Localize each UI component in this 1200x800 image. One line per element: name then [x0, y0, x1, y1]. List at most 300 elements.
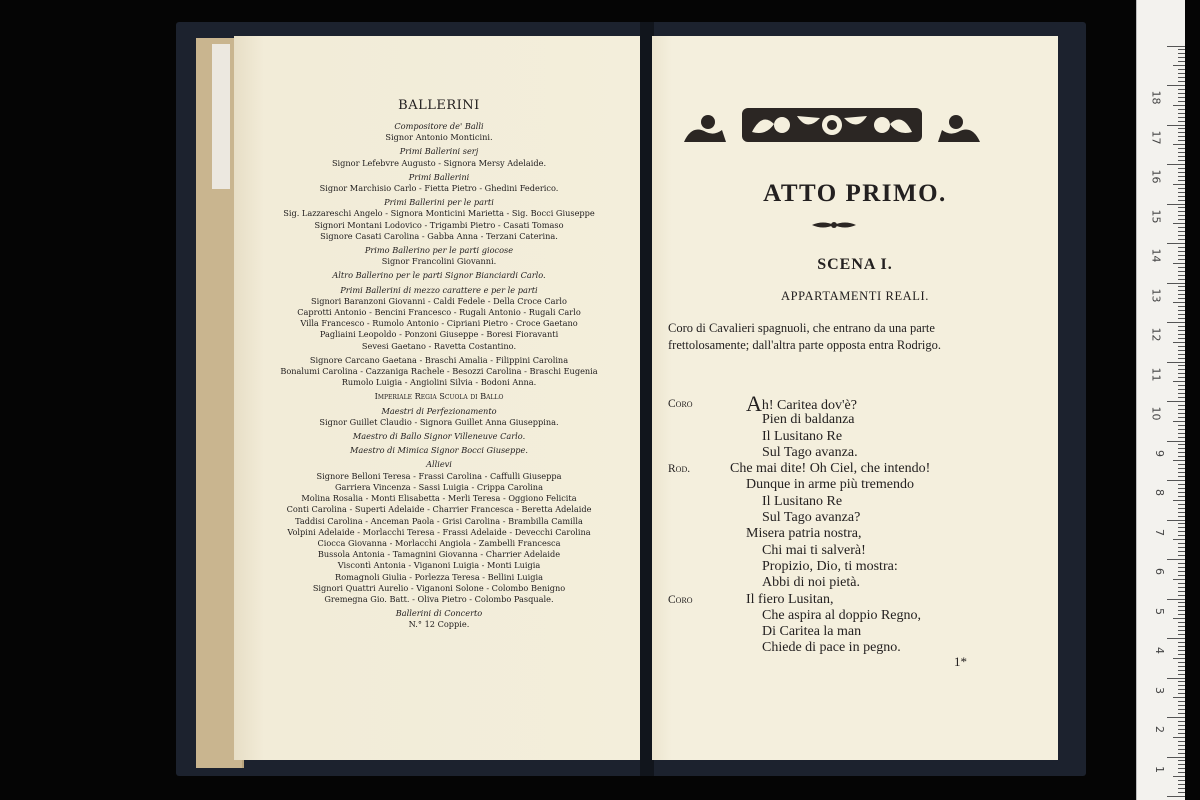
- ruler-tick: [1178, 567, 1185, 568]
- ruler-tick: [1178, 689, 1185, 690]
- ruler-tick: [1173, 342, 1185, 343]
- ruler-tick: [1167, 125, 1185, 126]
- ruler-tick: [1178, 780, 1185, 781]
- ruler-tick: [1178, 760, 1185, 761]
- ruler-tick: [1178, 733, 1185, 734]
- ruler-tick: [1178, 109, 1185, 110]
- ruler-tick: [1178, 172, 1185, 173]
- verse-line: [668, 477, 1028, 493]
- ruler-tick: [1167, 243, 1185, 244]
- ruler-tick: [1178, 117, 1185, 118]
- cast-group: [234, 121, 644, 143]
- ruler-tick: [1178, 188, 1185, 189]
- ruler-tick: [1178, 140, 1185, 141]
- cast-line: Signore Casati Carolina - Gabba Anna - Terzani Caterina.: [320, 230, 558, 241]
- ruler-tick: [1178, 662, 1185, 663]
- ruler-tick: [1178, 57, 1185, 58]
- ruler-tick: [1178, 725, 1185, 726]
- ruler-tick: [1178, 389, 1185, 390]
- cast-line: Viscontì Antonia - Viganoni Luigia - Monti Luigia: [337, 560, 541, 571]
- verse-line: [668, 461, 1028, 477]
- ruler-tick: [1178, 535, 1185, 536]
- ruler-tick: [1178, 452, 1185, 453]
- binding-tape: [212, 44, 230, 189]
- cast-line: Caprotti Antonio - Bencini Francesco - Rugali Antonio - Rugali Carlo: [297, 307, 581, 318]
- cast-role: Primi Ballerini serj: [399, 146, 479, 157]
- ruler-tick: [1178, 626, 1185, 627]
- verse-line: [668, 526, 1028, 542]
- verse-text: Ah! Caritea dov'è?: [746, 391, 857, 416]
- ruler-tick: [1178, 417, 1185, 418]
- cast-line: Molina Rosalia - Monti Elisabetta - Merli Teresa - Oggiono Felicita: [301, 493, 577, 504]
- ruler-tick: [1178, 271, 1185, 272]
- ruler-tick: [1178, 456, 1185, 457]
- ruler-tick: [1178, 693, 1185, 694]
- ruler-tick: [1178, 701, 1185, 702]
- ruler-tick: [1178, 504, 1185, 505]
- ruler-tick: [1178, 286, 1185, 287]
- ruler-tick: [1178, 148, 1185, 149]
- ruler-tick: [1178, 595, 1185, 596]
- ruler-tick: [1173, 105, 1185, 106]
- verse-line: [668, 445, 1028, 461]
- ruler-number: 10: [1149, 406, 1163, 421]
- ruler-tick: [1167, 599, 1185, 600]
- scene-title: SCENA I.: [817, 256, 893, 273]
- ruler-tick: [1178, 89, 1185, 90]
- ruler-tick: [1178, 251, 1185, 252]
- ruler-tick: [1178, 745, 1185, 746]
- ruler-number: 4: [1153, 647, 1166, 654]
- cast-group: [234, 197, 644, 242]
- ruler-tick: [1178, 729, 1185, 730]
- ruler-tick: [1178, 523, 1185, 524]
- cast-role: Primo Ballerino per le parti giocose: [364, 245, 514, 256]
- cast-line: Signori Quattri Aurelio - Viganoni Solone - Colombo Benigno: [312, 582, 566, 593]
- ruler-tick: [1178, 610, 1185, 611]
- ruler-number: 14: [1149, 248, 1163, 263]
- ruler-tick: [1178, 231, 1185, 232]
- cast-group: [234, 391, 644, 402]
- ruler-tick: [1178, 330, 1185, 331]
- verse-line: [668, 543, 1028, 559]
- ruler-tick: [1178, 160, 1185, 161]
- ruler-tick: [1178, 156, 1185, 157]
- ruler-tick: [1178, 267, 1185, 268]
- verse-text: Sul Tago avanza.: [762, 444, 858, 460]
- ruler-tick: [1173, 144, 1185, 145]
- ruler-tick: [1178, 575, 1185, 576]
- ruler-tick: [1178, 235, 1185, 236]
- ruler-tick: [1178, 642, 1185, 643]
- ruler-tick: [1178, 437, 1185, 438]
- ruler-tick: [1178, 488, 1185, 489]
- verse-text: Propizio, Dio, ti mostra:: [762, 558, 898, 574]
- ruler-tick: [1178, 516, 1185, 517]
- ruler-tick: [1178, 326, 1185, 327]
- ruler-number: 15: [1149, 209, 1163, 223]
- ruler-tick: [1178, 591, 1185, 592]
- ruler-tick: [1167, 204, 1185, 205]
- verse-line: [668, 608, 1028, 624]
- ruler-tick: [1178, 788, 1185, 789]
- ruler-tick: [1178, 318, 1185, 319]
- ruler-tick: [1167, 362, 1185, 363]
- ruler-tick: [1178, 275, 1185, 276]
- verse-line: [668, 510, 1028, 526]
- ruler-tick: [1178, 61, 1185, 62]
- right-page: [652, 36, 1058, 760]
- ruler-tick: [1178, 622, 1185, 623]
- ruler-tick: [1167, 520, 1185, 521]
- left-page: [234, 36, 644, 760]
- cast-group: [234, 431, 644, 442]
- ruler-tick: [1178, 69, 1185, 70]
- ruler-tick: [1173, 184, 1185, 185]
- ruler-tick: [1178, 334, 1185, 335]
- verse-text: Dunque in arme più tremendo: [746, 477, 914, 493]
- ruler-tick: [1178, 508, 1185, 509]
- ruler-tick: [1178, 492, 1185, 493]
- verse-line: [668, 412, 1028, 428]
- cast-list: [234, 118, 644, 631]
- ruler-tick: [1178, 587, 1185, 588]
- verse-line: [668, 575, 1028, 591]
- ruler-tick: [1173, 500, 1185, 501]
- ruler-tick: [1178, 373, 1185, 374]
- ruler-tick: [1178, 290, 1185, 291]
- stage-direction: Coro di Cavalieri spagnuoli, che entrano da una parte frettolosamente; dall'altra parte opposta entra Rodrigo.: [668, 321, 941, 352]
- ruler-tick: [1178, 784, 1185, 785]
- cast-line: Signor Francolini Giovanni.: [381, 256, 497, 267]
- ruler-tick: [1167, 441, 1185, 442]
- cast-line: Signor Lefebvre Augusto - Signora Mersy Adelaide.: [331, 157, 547, 168]
- ornament-headpiece: [682, 102, 982, 146]
- ruler-tick: [1178, 685, 1185, 686]
- speaker-name: Rod.: [668, 463, 691, 476]
- cast-line: Maestro di Ballo Signor Villeneuve Carlo.: [352, 431, 526, 442]
- ruler-tick: [1178, 180, 1185, 181]
- ruler-tick: [1167, 283, 1185, 284]
- ruler-number: 16: [1149, 169, 1163, 184]
- cast-role: Primi Ballerini per le parti: [384, 197, 494, 208]
- cast-line: Pagliaini Leopoldo - Ponzoni Giuseppe - Boresi Fioravanti: [319, 329, 559, 340]
- ruler-tick: [1178, 132, 1185, 133]
- ruler-tick: [1178, 49, 1185, 50]
- ruler-tick: [1173, 539, 1185, 540]
- ruler-tick: [1178, 377, 1185, 378]
- cast-line: Garriera Vincenza - Sassi Luigia - Crippa Carolina: [335, 481, 543, 492]
- ruler-tick: [1178, 338, 1185, 339]
- cast-group: [234, 608, 644, 630]
- ruler-tick: [1178, 279, 1185, 280]
- ruler-tick: [1178, 425, 1185, 426]
- ruler-tick: [1178, 792, 1185, 793]
- cast-group: [234, 355, 644, 389]
- ruler-tick: [1178, 555, 1185, 556]
- cast-line: Signore Belloni Teresa - Frassi Carolina - Caffulli Giuseppa: [316, 470, 562, 481]
- verse-text: Sul Tago avanza?: [762, 510, 861, 526]
- ruler-tick: [1178, 476, 1185, 477]
- ruler-tick: [1178, 97, 1185, 98]
- drop-initial: A: [746, 391, 762, 416]
- ruler-tick: [1178, 298, 1185, 299]
- ruler-tick: [1178, 73, 1185, 74]
- ruler-tick: [1178, 547, 1185, 548]
- ruler-tick: [1178, 113, 1185, 114]
- ruler-tick: [1178, 192, 1185, 193]
- verse-line: [668, 391, 1028, 416]
- cast-line: Maestro di Mimica Signor Bocci Giuseppe.: [350, 445, 528, 456]
- ruler-tick: [1178, 713, 1185, 714]
- ruler-tick: [1178, 741, 1185, 742]
- cast-line: Conti Carolina - Superti Adelaide - Charrier Francesca - Beretta Adelaide: [286, 504, 592, 515]
- cast-line: Signor Antonio Monticini.: [385, 132, 493, 143]
- ruler-tick: [1178, 630, 1185, 631]
- ruler-tick: [1178, 215, 1185, 216]
- ruler-tick: [1178, 721, 1185, 722]
- ruler-tick: [1178, 346, 1185, 347]
- ruler-tick: [1178, 670, 1185, 671]
- ruler-tick: [1178, 136, 1185, 137]
- ruler-number: 8: [1153, 489, 1166, 496]
- cast-group: [234, 270, 644, 281]
- cast-line: Signori Baranzoni Giovanni - Caldi Fedele - Della Croce Carlo: [311, 295, 567, 306]
- ruler-tick: [1178, 433, 1185, 434]
- verse-text: Il Lusitano Re: [762, 493, 843, 509]
- ruler-tick: [1178, 468, 1185, 469]
- ruler-tick: [1178, 354, 1185, 355]
- ruler-tick: [1178, 93, 1185, 94]
- ruler-tick: [1178, 681, 1185, 682]
- verse-line: [668, 592, 1028, 608]
- ruler-number: 5: [1153, 607, 1166, 615]
- ruler-number: 17: [1149, 130, 1163, 144]
- ruler-tick: [1178, 207, 1185, 208]
- ruler-tick: [1167, 796, 1185, 797]
- ruler-tick: [1167, 480, 1185, 481]
- ruler-tick: [1178, 200, 1185, 201]
- verse-text: Abbi di noi pietà.: [762, 575, 860, 591]
- ruler-tick: [1173, 737, 1185, 738]
- ruler-tick: [1178, 168, 1185, 169]
- ruler-tick: [1178, 705, 1185, 706]
- ruler-tick: [1167, 322, 1185, 323]
- cast-group: [234, 285, 644, 352]
- verse-text: Il Lusitano Re: [762, 428, 843, 444]
- cast-line: Imperiale Regia Scuola di Ballo: [374, 391, 504, 402]
- ruler-tick: [1178, 484, 1185, 485]
- ruler-number: 11: [1149, 367, 1163, 381]
- cast-role: Primi Ballerini di mezzo carattere e per le parti: [340, 284, 538, 295]
- ruler-tick: [1173, 381, 1185, 382]
- ruler-tick: [1178, 152, 1185, 153]
- ruler-tick: [1178, 654, 1185, 655]
- cast-role: Maestri di Perfezionamento: [381, 405, 497, 416]
- ruler-tick: [1167, 46, 1185, 47]
- ruler-tick: [1178, 583, 1185, 584]
- speaker-name: Coro: [668, 398, 693, 410]
- ruler-tick: [1178, 306, 1185, 307]
- verse-lines: [668, 391, 1028, 657]
- ruler-tick: [1178, 219, 1185, 220]
- ruler-tick: [1173, 697, 1185, 698]
- cast-line: Sig. Lazzareschi Angelo - Signora Monticini Marietta - Sig. Bocci Giuseppe: [283, 208, 595, 219]
- measuring-ruler: [1136, 0, 1185, 800]
- cast-line: Bussola Antonia - Tamagnini Giovanna - Charrier Adelaide: [317, 549, 561, 560]
- ruler-tick: [1178, 227, 1185, 228]
- left-page-title: BALLERINI: [398, 98, 480, 113]
- ruler-number: 18: [1149, 90, 1163, 105]
- verse-text: Chiede di pace in pegno.: [762, 640, 901, 656]
- cast-group: [234, 445, 644, 456]
- verse-text: Chi mai ti salverà!: [762, 542, 866, 558]
- ruler-tick: [1178, 634, 1185, 635]
- ruler-tick: [1178, 121, 1185, 122]
- ruler-tick: [1173, 460, 1185, 461]
- ruler-tick: [1178, 444, 1185, 445]
- ruler-tick: [1178, 405, 1185, 406]
- cast-group: [234, 245, 644, 267]
- cast-line: Signori Montani Lodovico - Trigambi Pietro - Casati Tomaso: [314, 219, 564, 230]
- ruler-number: 7: [1153, 528, 1166, 536]
- ruler-number: 6: [1153, 568, 1166, 575]
- cast-line: Sevesi Gaetano - Ravetta Costantino.: [361, 340, 517, 351]
- ruler-tick: [1178, 602, 1185, 603]
- verse-line: [668, 624, 1028, 640]
- ruler-tick: [1178, 365, 1185, 366]
- ruler-number: 9: [1153, 449, 1166, 457]
- ruler-tick: [1178, 397, 1185, 398]
- verse-line: [668, 559, 1028, 575]
- ruler-tick: [1178, 247, 1185, 248]
- ruler-tick: [1178, 409, 1185, 410]
- ruler-tick: [1173, 776, 1185, 777]
- cast-line: Gremegna Gio. Batt. - Oliva Pietro - Colombo Pasquale.: [324, 593, 554, 604]
- ruler-tick: [1178, 294, 1185, 295]
- ruler-number: 2: [1153, 726, 1166, 733]
- ruler-tick: [1178, 310, 1185, 311]
- ruler-tick: [1178, 764, 1185, 765]
- verse-text: Di Caritea la man: [762, 624, 862, 640]
- ruler-tick: [1178, 393, 1185, 394]
- ruler-tick: [1178, 239, 1185, 240]
- ruler-tick: [1178, 496, 1185, 497]
- ruler-tick: [1178, 77, 1185, 78]
- ruler-tick: [1178, 472, 1185, 473]
- cast-role: Ballerini di Concerto: [395, 608, 483, 619]
- ruler-number: 3: [1153, 686, 1166, 694]
- ruler-tick: [1167, 559, 1185, 560]
- ruler-tick: [1167, 85, 1185, 86]
- ruler-tick: [1167, 678, 1185, 679]
- verse-line: [668, 640, 1028, 656]
- cast-role: Allievi: [426, 459, 452, 470]
- ruler-tick: [1173, 618, 1185, 619]
- ruler-tick: [1178, 350, 1185, 351]
- cast-line: Bonalumi Carolina - Cazzaniga Rachele - Besozzi Carolina - Braschi Eugenia: [280, 366, 598, 377]
- page-number: 1*: [954, 654, 967, 669]
- ruler-tick: [1178, 413, 1185, 414]
- cast-line: Villa Francesco - Rumolo Antonio - Cipriani Pietro - Croce Gaetano: [300, 318, 578, 329]
- ruler-tick: [1178, 358, 1185, 359]
- cast-line: Signor Guillet Claudio - Signora Guillet Anna Giuseppina.: [319, 416, 559, 427]
- ruler-tick: [1178, 709, 1185, 710]
- ruler-tick: [1178, 211, 1185, 212]
- ruler-tick: [1178, 255, 1185, 256]
- cast-line: Signore Carcano Gaetana - Braschi Amalia - Filippini Carolina: [309, 354, 569, 365]
- ruler-tick: [1178, 527, 1185, 528]
- ruler-tick: [1178, 749, 1185, 750]
- ruler-tick: [1178, 369, 1185, 370]
- ornament-divider: [812, 220, 856, 230]
- ruler-tick: [1178, 448, 1185, 449]
- ruler-tick: [1178, 551, 1185, 552]
- ruler-tick: [1178, 512, 1185, 513]
- ruler-tick: [1178, 464, 1185, 465]
- cast-line: Signor Marchisio Carlo - Fietta Pietro - Ghedini Federico.: [319, 183, 559, 194]
- ruler-tick: [1167, 164, 1185, 165]
- verse-text: Che aspira al doppio Regno,: [762, 607, 922, 623]
- act-title: ATTO PRIMO.: [763, 180, 947, 207]
- cast-role: Compositore de' Balli: [394, 121, 484, 131]
- ruler-tick: [1173, 421, 1185, 422]
- verse-text: Misera patria nostra,: [746, 526, 862, 542]
- cast-line: Taddisi Carolina - Anceman Paola - Grisi Carolina - Brambilla Camilla: [295, 515, 583, 526]
- ruler-number: 13: [1149, 288, 1163, 302]
- ruler-tick: [1178, 128, 1185, 129]
- cast-line: Volpini Adelaide - Morlacchi Teresa - Frassi Adelaide - Devecchi Carolina: [287, 526, 591, 537]
- ruler-tick: [1173, 658, 1185, 659]
- cast-line: N.° 12 Coppie.: [408, 619, 470, 630]
- cast-line: Ciocca Giovanna - Morlacchi Angiola - Zambelli Francesca: [317, 537, 561, 548]
- ruler-tick: [1178, 674, 1185, 675]
- ruler-tick: [1178, 385, 1185, 386]
- ruler-tick: [1178, 101, 1185, 102]
- ruler-tick: [1178, 53, 1185, 54]
- ruler-tick: [1178, 176, 1185, 177]
- verse-text: Il fiero Lusitan,: [746, 591, 834, 607]
- ruler-tick: [1173, 223, 1185, 224]
- ruler-tick: [1178, 650, 1185, 651]
- cast-group: [234, 406, 644, 428]
- verse-text: Pien di baldanza: [762, 412, 855, 428]
- ruler-tick: [1173, 579, 1185, 580]
- ruler-tick: [1178, 81, 1185, 82]
- cast-line: Romagnoli Giulia - Porlezza Teresa - Bellini Luigia: [335, 571, 543, 582]
- ruler-tick: [1178, 259, 1185, 260]
- speaker-name: Coro: [668, 593, 693, 606]
- ruler-tick: [1178, 646, 1185, 647]
- ruler-tick: [1178, 196, 1185, 197]
- ruler-tick: [1167, 717, 1185, 718]
- ruler-tick: [1167, 638, 1185, 639]
- ruler-tick: [1178, 563, 1185, 564]
- ruler-tick: [1178, 429, 1185, 430]
- ruler-tick: [1167, 757, 1185, 758]
- ruler-tick: [1173, 65, 1185, 66]
- cast-line: Altro Ballerino per le parti Signor Bianciardi Carlo.: [332, 270, 546, 281]
- ruler-tick: [1178, 768, 1185, 769]
- ruler-tick: [1178, 314, 1185, 315]
- verse-line: [668, 429, 1028, 445]
- ruler-tick: [1173, 302, 1185, 303]
- ruler-tick: [1178, 606, 1185, 607]
- ruler-tick: [1178, 571, 1185, 572]
- ruler-number: 12: [1149, 327, 1163, 342]
- ruler-tick: [1178, 666, 1185, 667]
- cast-group: [234, 172, 644, 194]
